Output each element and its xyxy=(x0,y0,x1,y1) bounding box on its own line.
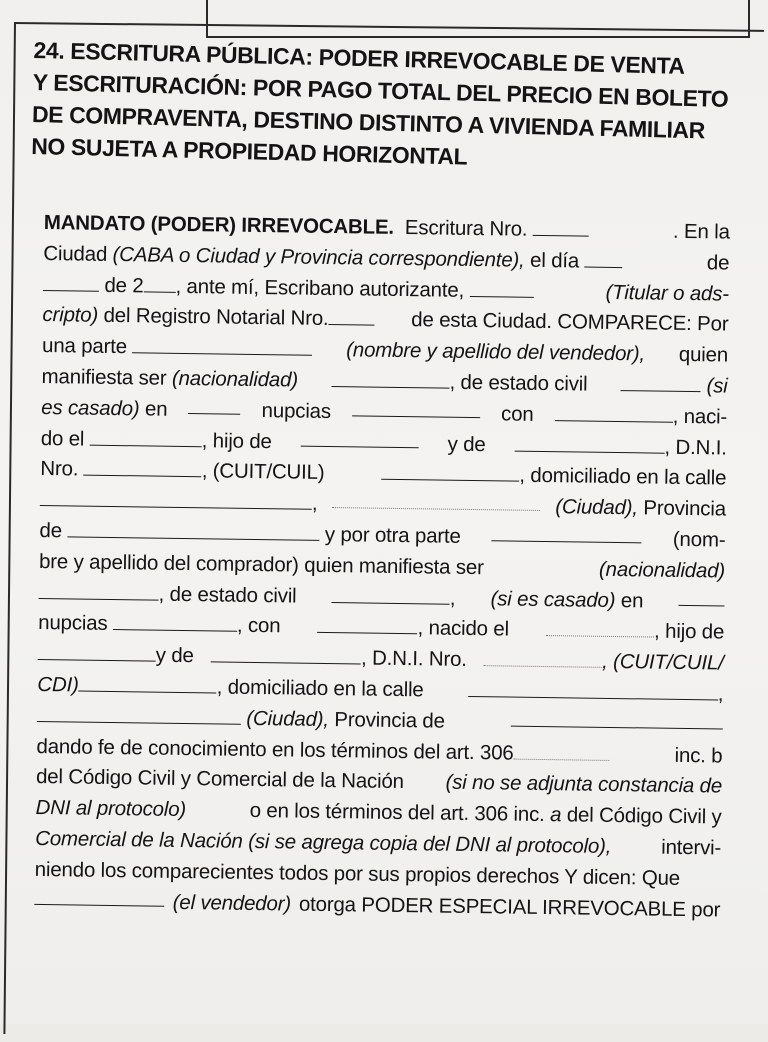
text: niendo los comparecientes todos por sus propios derechos Y dicen: Que xyxy=(34,857,681,890)
text: y de xyxy=(155,643,194,668)
blank-field[interactable] xyxy=(37,703,241,725)
text: intervi- xyxy=(661,835,722,860)
text: (si no se adjunta constancia de xyxy=(445,771,723,798)
text: de xyxy=(39,518,63,543)
text: dando fe de conocimiento en los términos del art. 306 xyxy=(36,734,514,765)
text: , (CUIT/CUIL/ xyxy=(601,649,724,675)
dotted-field[interactable] xyxy=(332,489,540,511)
blank-field[interactable] xyxy=(211,644,361,665)
heading-text: MANDATO (PODER) IRREVOCABLE. xyxy=(43,210,395,239)
text: , nacido el xyxy=(417,616,510,641)
text: con xyxy=(500,402,534,426)
blank-field[interactable] xyxy=(38,641,156,662)
text: bre y apellido del comprador) quien manifiesta ser xyxy=(38,549,484,579)
text: , con xyxy=(236,614,281,638)
text: , de estado civil xyxy=(449,370,588,396)
text: en xyxy=(620,588,644,612)
blank-field[interactable] xyxy=(468,678,718,700)
text: DNI al protocolo) xyxy=(35,796,187,822)
blank-field[interactable] xyxy=(39,580,159,601)
text: otorga PODER ESPECIAL IRREVOCABLE por xyxy=(298,892,721,922)
text: , ante mí, Escribano autorizante, xyxy=(175,274,465,302)
blank-field[interactable] xyxy=(352,397,480,418)
blank-field[interactable] xyxy=(332,584,450,605)
text: y de xyxy=(447,432,486,456)
blank-field[interactable] xyxy=(533,217,589,237)
text: el día xyxy=(529,248,580,273)
text: quien xyxy=(678,343,729,367)
blank-field[interactable] xyxy=(79,672,217,693)
text: Nro. xyxy=(40,457,79,481)
blank-field[interactable] xyxy=(678,586,724,606)
text: de esta Ciudad. COMPARECE: Por xyxy=(411,308,729,336)
text: nupcias xyxy=(261,398,332,423)
text: Provincia xyxy=(643,496,727,521)
text: (nom- xyxy=(672,527,726,552)
text: (nacionalidad) xyxy=(598,557,726,583)
dotted-field[interactable] xyxy=(484,647,602,668)
blank-field[interactable] xyxy=(67,518,319,541)
text: (si es casado) xyxy=(490,586,616,612)
text: de xyxy=(706,251,730,275)
text: y por otra parte xyxy=(324,522,461,548)
text: , de estado civil xyxy=(158,582,297,608)
blank-field[interactable] xyxy=(328,306,374,326)
text: do el xyxy=(40,426,85,451)
blank-field[interactable] xyxy=(555,402,673,423)
text: Provincia de xyxy=(334,707,445,733)
text: (si xyxy=(706,374,728,398)
blank-field[interactable] xyxy=(469,278,533,298)
blank-field[interactable] xyxy=(34,885,165,906)
blank-field[interactable] xyxy=(188,395,240,415)
blank-field[interactable] xyxy=(90,426,202,447)
text: , D.N.I. xyxy=(664,435,727,460)
text: (el vendedor) xyxy=(172,890,292,916)
blank-field[interactable] xyxy=(514,432,664,453)
text: Comercial de la Nación (si se agrega copia del DNI al protocolo), xyxy=(35,826,612,858)
text: es casado) xyxy=(41,395,140,421)
text: , naci- xyxy=(672,404,728,429)
text: (nacionalidad) xyxy=(171,366,299,392)
title-line: Y ESCRITURACIÓN: POR PAGO TOTAL DEL PRECIO EN BOLETO xyxy=(32,68,729,112)
text: una parte xyxy=(41,334,128,359)
blank-field[interactable] xyxy=(492,522,642,543)
blank-field[interactable] xyxy=(143,273,175,292)
title-line: NO SUJETA A PROPIEDAD HORIZONTAL xyxy=(30,132,468,170)
text: en xyxy=(144,397,168,421)
text: del Registro Notarial Nro. xyxy=(103,304,329,331)
text: . En la xyxy=(672,219,730,244)
blank-field[interactable] xyxy=(621,372,701,392)
text: (CABA o Ciudad y Provincia correspondiente), xyxy=(112,242,525,272)
blank-field[interactable] xyxy=(40,487,312,510)
text: cripto) xyxy=(42,303,99,328)
text: Escritura Nro. xyxy=(404,216,528,241)
title-line: 24. ESCRITURA PÚBLICA: PODER IRREVOCABLE DE VENTA xyxy=(33,36,686,79)
text: , xyxy=(717,682,724,706)
text: o en los términos del art. 306 inc. xyxy=(249,799,545,827)
blank-field[interactable] xyxy=(301,427,419,448)
text: Ciudad xyxy=(43,241,108,266)
blank-field[interactable] xyxy=(43,272,99,292)
blank-field[interactable] xyxy=(584,248,622,268)
blank-field[interactable] xyxy=(331,368,449,389)
text: a xyxy=(549,803,562,827)
text: CDI) xyxy=(37,672,79,697)
blank-field[interactable] xyxy=(113,611,237,632)
title-line: DE COMPRAVENTA, DESTINO DISTINTO A VIVIENDA FAMILIAR xyxy=(31,100,706,144)
blank-field[interactable] xyxy=(132,334,312,356)
blank-field[interactable] xyxy=(318,614,418,634)
document-title xyxy=(30,34,729,178)
dotted-field[interactable] xyxy=(546,617,654,638)
text: inc. b xyxy=(674,743,723,768)
text: , xyxy=(449,586,456,610)
text: , xyxy=(311,491,318,516)
text: del Código Civil y Comercial de la Nación xyxy=(35,765,404,794)
document-body xyxy=(34,208,730,926)
text: (nombre y apellido del vendedor), xyxy=(346,338,646,366)
text: (Ciudad), xyxy=(246,706,330,731)
text: , (CUIT/CUIL) xyxy=(201,459,325,485)
text: , domiciliado en la calle xyxy=(519,464,727,490)
text: de 2 xyxy=(104,273,144,297)
text: , hijo de xyxy=(201,428,272,453)
text: , hijo de xyxy=(653,619,725,644)
text: (Titular o ads- xyxy=(605,280,730,306)
text: nupcias xyxy=(38,611,108,636)
text: , D.N.I. Nro. xyxy=(360,646,467,672)
text: , domiciliado en la calle xyxy=(216,675,424,702)
text: manifiesta ser xyxy=(41,364,167,390)
blank-field[interactable] xyxy=(381,461,519,482)
blank-field[interactable] xyxy=(84,457,202,478)
text: del Código Civil y xyxy=(566,803,722,829)
blank-field[interactable] xyxy=(511,707,723,729)
text: (Ciudad), xyxy=(555,495,639,520)
dotted-field[interactable] xyxy=(514,740,610,760)
